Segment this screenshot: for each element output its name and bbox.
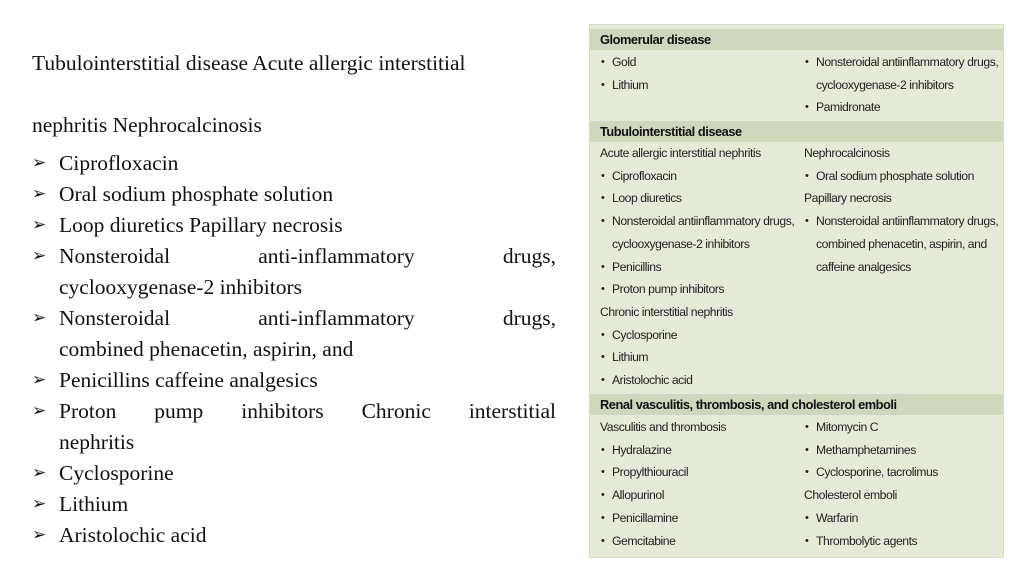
bullet-item: ➢ Oral sodium phosphate solution [32, 179, 556, 210]
table-subheading: Nephrocalcinosis [804, 146, 890, 160]
table-subheading: Vasculitis and thrombosis [600, 420, 727, 434]
table-drug-entry: cyclooxygenase-2 inhibitors [816, 77, 954, 92]
section-header-renal-vasculitis: Renal vasculitis, thrombosis, and cholesterol emboli [590, 394, 1003, 415]
table-subheading: Papillary necrosis [804, 191, 892, 206]
table-drug-entry: • Cyclosporine, tacrolimus [804, 461, 999, 484]
table-drug-entry: caffeine analgesics [816, 259, 911, 274]
table-drug-entry: • Mitomycin C [804, 416, 999, 439]
renal-right-column [804, 416, 999, 552]
table-drug-entry: • Nonsteroidal antiinflammatory drugs, [804, 210, 999, 233]
table-drug-entry: combined phenacetin, aspirin, and [816, 236, 987, 251]
table-drug-entry: • Warfarin [804, 507, 999, 530]
bullet-item: ➢ Lithium [32, 489, 556, 520]
table-drug-entry: • Oral sodium phosphate solution [804, 165, 999, 188]
renal-left-column [600, 416, 795, 552]
glomerular-left-column [600, 51, 795, 96]
drug-nephrotoxicity-table [589, 24, 1004, 558]
table-drug-entry: • Proton pump inhibitors [600, 278, 795, 301]
bullet-item: ➢ Nonsteroidal anti-inflammatory drugs, cyclooxygenase-2 inhibitors [32, 241, 556, 303]
table-drug-entry: • Allopurinol [600, 484, 795, 507]
table-drug-entry: • Gemcitabine [600, 530, 795, 553]
table-drug-entry: • Propylthiouracil [600, 461, 795, 484]
table-drug-entry: • Penicillamine [600, 507, 795, 530]
section-header-glomerular: Glomerular disease [590, 29, 1003, 50]
slide-heading-line-1: Tubulointerstitial disease Acute allergic interstitial [32, 51, 466, 75]
table-drug-entry: • Nonsteroidal antiinflammatory drugs, [600, 210, 795, 233]
table-drug-entry: • Nonsteroidal antiinflammatory drugs, [804, 51, 999, 74]
glomerular-right-column [804, 51, 999, 119]
table-subheading: Cholesterol emboli [804, 488, 897, 503]
table-subheading: Acute allergic interstitial nephritis [600, 146, 761, 160]
table-drug-entry: • Loop diuretics [600, 187, 795, 210]
table-drug-entry: • Penicillins [600, 256, 795, 279]
table-drug-entry: • Gold [600, 51, 795, 74]
table-drug-entry: • Lithium [600, 74, 795, 97]
table-drug-entry: • Lithium [600, 346, 795, 369]
tubulo-left-column [600, 142, 795, 392]
table-drug-entry: • Ciprofloxacin [600, 165, 795, 188]
bullet-item: ➢ Penicillins caffeine analgesics [32, 365, 556, 396]
bullet-item: ➢ Proton pump inhibitors Chronic interstitial nephritis [32, 396, 556, 458]
table-drug-entry: • Pamidronate [804, 96, 999, 119]
drug-bullet-list [32, 148, 556, 551]
section-header-tubulointerstitial: Tubulointerstitial disease [590, 121, 1003, 142]
table-drug-entry: • Thrombolytic agents [804, 530, 999, 553]
table-drug-entry: cyclooxygenase-2 inhibitors [612, 236, 750, 251]
slide-heading-line-2: nephritis Nephrocalcinosis [32, 113, 262, 137]
slide-text [32, 48, 556, 551]
table-drug-entry: • Methamphetamines [804, 439, 999, 462]
table-drug-entry: • Aristolochic acid [600, 369, 795, 392]
bullet-item: ➢ Aristolochic acid [32, 520, 556, 551]
bullet-item: ➢ Ciprofloxacin [32, 148, 556, 179]
table-subheading: Chronic interstitial nephritis [600, 304, 733, 319]
bullet-item: ➢ Nonsteroidal anti-inflammatory drugs, combined phenacetin, aspirin, and [32, 303, 556, 365]
table-drug-entry: • Cyclosporine [600, 324, 795, 347]
bullet-item: ➢ Loop diuretics Papillary necrosis [32, 210, 556, 241]
tubulo-right-column [804, 142, 999, 278]
table-drug-entry: • Hydralazine [600, 439, 795, 462]
bullet-item: ➢ Cyclosporine [32, 458, 556, 489]
